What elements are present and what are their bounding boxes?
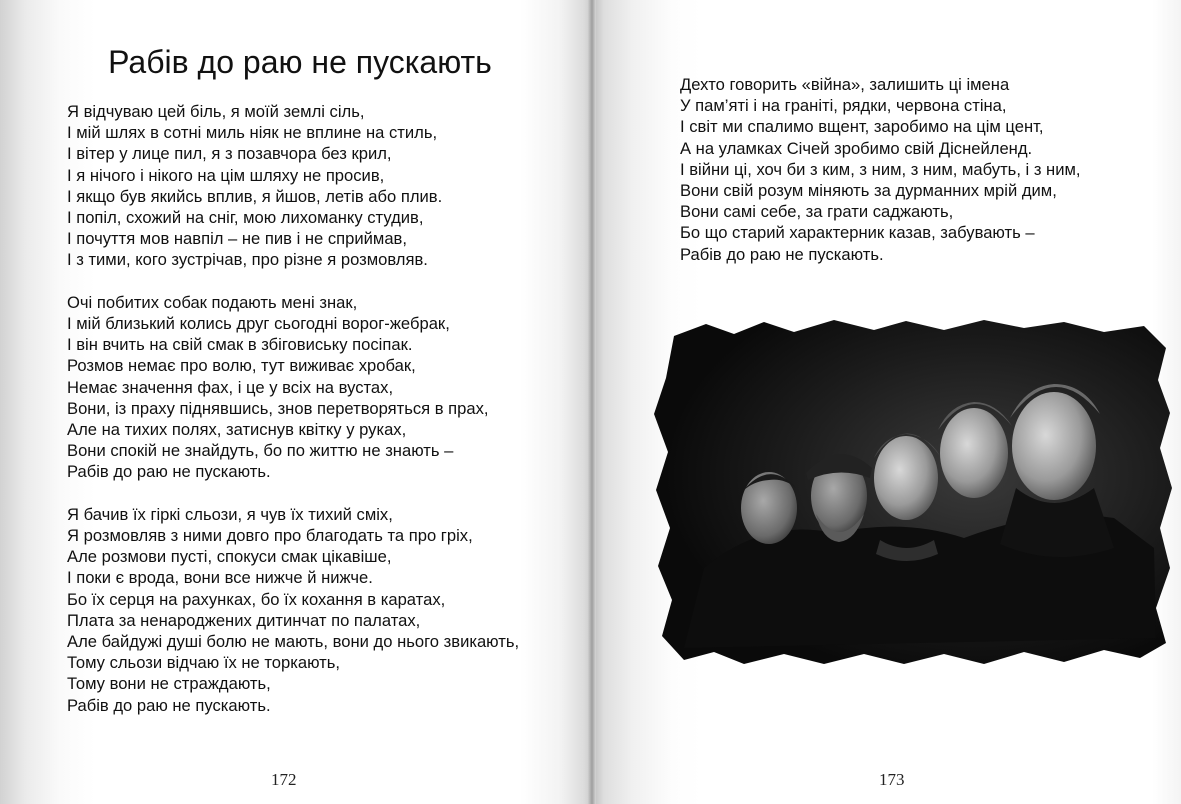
poem-line: І світ ми спалимо вщент, заробимо на цім цент, [680,117,1044,137]
poem-line: Очі побитих собак подають мені знак, [67,292,358,312]
poem-line: Тому сльози відчаю їх не торкають, [67,653,341,673]
stanza [67,504,519,716]
poem-line: Але розмови пусті, спокуси смак цікавіше, [67,547,392,567]
right-poem-text [680,74,1081,265]
poem-line: У пам’яті і на граніті, рядки, червона стіна, [680,96,1007,116]
poem-line: Я розмовляв з ними довго про благодать та про гріх, [67,526,473,546]
stanza [67,292,519,483]
band-photo-icon [644,318,1174,668]
poem-line: Бо що старий характерник казав, забувають – [680,223,1035,243]
stanza [67,101,519,271]
page-number: 173 [879,770,905,789]
poem-line: Але на тихих полях, затиснув квітку у руках, [67,420,407,440]
band-photo [644,318,1174,668]
poem-line: І почуття мов навпіл – не пив і не сприймав, [67,229,407,249]
poem-line: І з тими, кого зустрічав, про різне я розмовляв. [67,250,428,270]
poem-line: Але байдужі душі болю не мають, вони до нього звикають, [67,632,520,652]
poem-line: І якщо був якийсь вплив, я йшов, летів або плив. [67,186,443,206]
poem-title: Рабів до раю не пускають [108,44,492,80]
poem-line: Тому вони не страждають, [67,674,271,694]
poem-line: Плата за ненароджених дитинчат по палатах, [67,610,421,630]
poem-line: Вони спокій не знайдуть, бо по життю не знають – [67,441,454,461]
poem-line: І війни ці, хоч би з ким, з ним, з ним, мабуть, і з ним, [680,159,1081,179]
poem-line: Вони свій розум міняють за дурманних мрій дим, [680,181,1057,201]
poem-line: І мій шлях в сотні миль ніяк не вплине на стиль, [67,123,438,143]
left-poem-text [67,101,519,716]
right-page [592,0,1181,804]
poem-line: Рабів до раю не пускають. [680,244,884,264]
poem-line: Рабів до раю не пускають. [67,695,271,715]
page-number: 172 [271,770,297,789]
poem-line: І вітер у лице пил, я з позавчора без крил, [67,144,392,164]
poem-line: Дехто говорить «війна», залишить ці імена [680,75,1010,94]
book-gutter [588,0,596,804]
poem-line: Бо їх серця на рахунках, бо їх кохання в каратах, [67,589,446,609]
poem-line: І я нічого і нікого на цім шляху не просив, [67,165,385,185]
poem-line: Вони, із праху піднявшись, знов перетворяться в прах, [67,398,489,418]
poem-line: Я відчуваю цей біль, я моїй землі сіль, [67,102,365,121]
poem-line: Немає значення фах, і це у всіх на вустах, [67,377,394,397]
poem-line: Рабів до раю не пускають. [67,462,271,482]
poem-line: Розмов немає про волю, тут виживає хробак, [67,356,416,376]
poem-line: А на уламках Січей зробимо свій Діснейленд. [680,138,1033,158]
poem-line: І він вчить на свій смак в збіговиську посіпак. [67,335,413,355]
poem-line: І мій близький колись друг сьогодні ворог-жебрак, [67,314,450,334]
poem-line: І поки є врода, вони все нижче й нижче. [67,568,373,588]
poem-line: Я бачив їх гіркі сльози, я чув їх тихий сміх, [67,504,393,524]
poem-line: І попіл, схожий на сніг, мою лихоманку студив, [67,208,424,228]
poem-line: Вони самі себе, за грати саджають, [680,202,954,222]
